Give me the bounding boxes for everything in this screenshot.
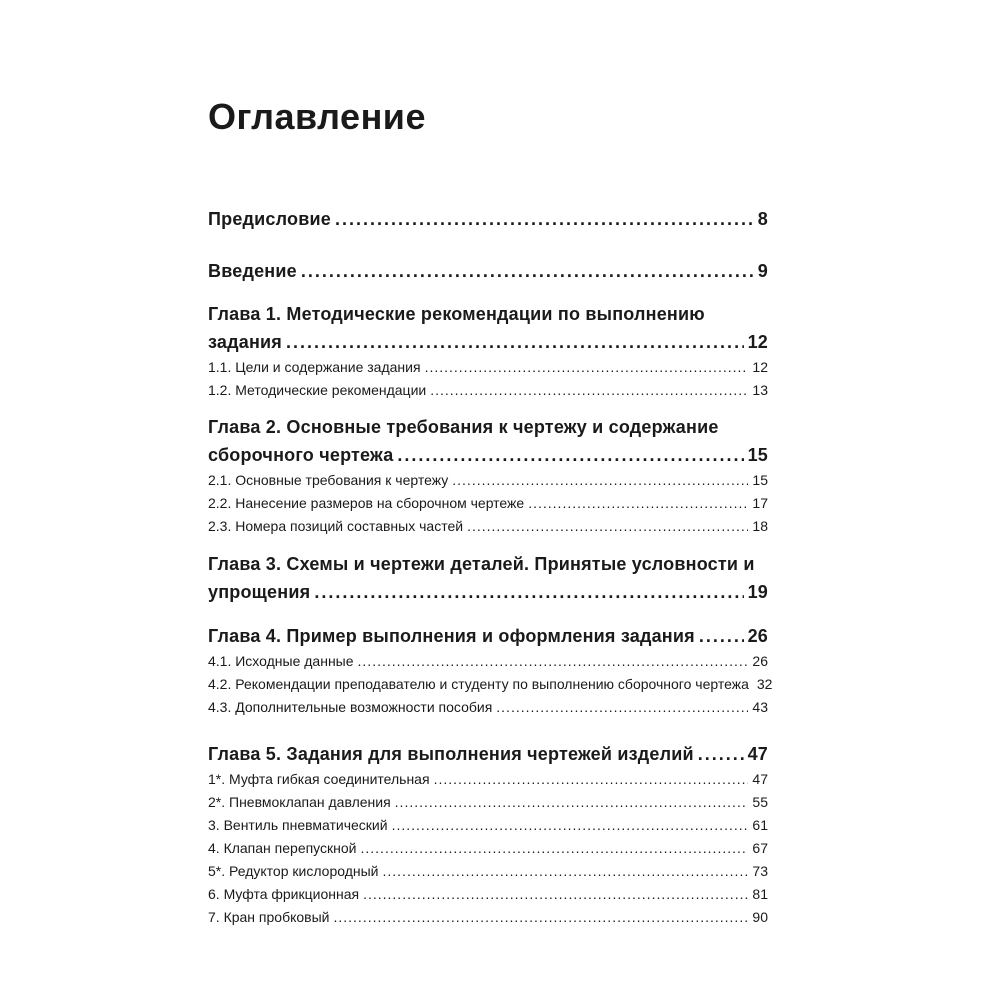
- toc-subitem: [208, 673, 773, 696]
- toc-heading: [208, 622, 768, 650]
- page-number: 18: [752, 518, 768, 534]
- toc-subitem: [208, 356, 768, 379]
- page-number: 43: [752, 699, 768, 715]
- page-number: 9: [757, 261, 768, 281]
- page-number: 17: [752, 495, 768, 511]
- toc-subitem-label: 1.1. Цели и содержание задания: [208, 359, 421, 375]
- toc-subitem-label: 4.2. Рекомендации преподавателю и студенту по выполнению сборочного чертежа: [208, 676, 749, 692]
- toc-entry-chapter-5: [208, 740, 768, 929]
- toc-subitem: [208, 791, 768, 814]
- toc-subitem-label: 2.2. Нанесение размеров на сборочном чертеже: [208, 495, 525, 511]
- toc-subitem-label: 2.1. Основные требования к чертежу: [208, 472, 449, 488]
- toc-subitem: [208, 650, 768, 673]
- dot-leader: [392, 814, 749, 837]
- page-number: 90: [752, 909, 768, 925]
- toc-subitem: [208, 492, 768, 515]
- dot-leader: [430, 379, 748, 402]
- toc-subitem-label: 4.3. Дополнительные возможности пособия: [208, 699, 493, 715]
- toc-subitem-label: 3. Вентиль пневматический: [208, 817, 388, 833]
- toc-subitem-label: 7. Кран пробковый: [208, 909, 330, 925]
- page-number: 26: [747, 626, 768, 646]
- dot-leader: [314, 578, 743, 606]
- toc-heading: [208, 205, 768, 233]
- page-number: 61: [752, 817, 768, 833]
- page-number: 19: [747, 582, 768, 602]
- toc-heading-line-2: [208, 328, 768, 356]
- page-number: 15: [747, 445, 768, 465]
- toc-entry-introduction: [208, 257, 768, 285]
- toc-heading-label: Введение: [208, 261, 297, 281]
- toc-subitem-label: 1.2. Методические рекомендации: [208, 382, 427, 398]
- toc-subitem: [208, 768, 768, 791]
- toc-subitem: [208, 469, 768, 492]
- toc-heading-label: задания: [208, 332, 282, 352]
- dot-leader: [301, 257, 754, 285]
- dot-leader: [496, 696, 748, 719]
- page-number: 81: [752, 886, 768, 902]
- dot-leader: [363, 883, 748, 906]
- toc-heading-label: упрощения: [208, 582, 311, 602]
- page-number: 55: [752, 794, 768, 810]
- toc-subitem: [208, 379, 768, 402]
- page-number: 13: [752, 382, 768, 398]
- toc-subitem-label: 6. Муфта фрикционная: [208, 886, 360, 902]
- dot-leader: [333, 906, 748, 929]
- page-number: 8: [757, 209, 768, 229]
- toc-entry-preface: [208, 205, 768, 233]
- dot-leader: [434, 768, 749, 791]
- toc-heading: [208, 740, 768, 768]
- page-number: 47: [752, 771, 768, 787]
- dot-leader: [395, 791, 749, 814]
- page-number: 67: [752, 840, 768, 856]
- toc-subitem: [208, 696, 768, 719]
- toc-heading-label: Глава 1. Методические рекомендации по выполнению: [208, 304, 705, 324]
- dot-leader: [383, 860, 749, 883]
- toc-heading-label: Глава 5. Задания для выполнения чертежей изделий: [208, 744, 694, 764]
- toc-subitem: [208, 883, 768, 906]
- page-title: Оглавление: [208, 96, 426, 137]
- dot-leader: [361, 837, 749, 860]
- dot-leader: [335, 205, 754, 233]
- dot-leader: [467, 515, 748, 538]
- toc-heading-label: Глава 2. Основные требования к чертежу и содержание: [208, 417, 719, 437]
- toc-page: [208, 96, 773, 929]
- toc-entry-chapter-4: [208, 622, 773, 719]
- toc-subitem-label: 5*. Редуктор кислородный: [208, 863, 379, 879]
- dot-leader: [528, 492, 748, 515]
- toc-heading-label: Глава 3. Схемы и чертежи деталей. Принятые условности и: [208, 554, 755, 574]
- dot-leader: [358, 650, 749, 673]
- toc-heading-line-1: [208, 413, 768, 441]
- toc-heading-label: сборочного чертежа: [208, 445, 394, 465]
- dot-leader: [397, 441, 743, 469]
- dot-leader: [698, 740, 744, 768]
- page-number: 47: [747, 744, 768, 764]
- toc-subitem-label: 1*. Муфта гибкая соединительная: [208, 771, 430, 787]
- toc-entry-chapter-3: [208, 550, 768, 606]
- page-number: 15: [752, 472, 768, 488]
- toc-heading-label: Глава 4. Пример выполнения и оформления задания: [208, 626, 695, 646]
- toc-heading-line-2: [208, 441, 768, 469]
- page-number: 26: [752, 653, 768, 669]
- toc-subitem-label: 2*. Пневмоклапан давления: [208, 794, 391, 810]
- toc-subitem-label: 4.1. Исходные данные: [208, 653, 354, 669]
- toc-subitem: [208, 837, 768, 860]
- page-number: 32: [756, 676, 773, 692]
- toc-heading-line-2: [208, 578, 768, 606]
- toc-heading-line-1: [208, 300, 768, 328]
- page-number: 12: [747, 332, 768, 352]
- toc-subitem: [208, 515, 768, 538]
- toc-heading: [208, 257, 768, 285]
- dot-leader: [425, 356, 749, 379]
- dot-leader: [452, 469, 748, 492]
- toc-subitem-label: 4. Клапан перепускной: [208, 840, 357, 856]
- toc-subitem: [208, 860, 768, 883]
- toc-subitem: [208, 814, 768, 837]
- dot-leader: [699, 622, 744, 650]
- page-number: 12: [752, 359, 768, 375]
- toc-subitem-label: 2.3. Номера позиций составных частей: [208, 518, 464, 534]
- page-number: 73: [752, 863, 768, 879]
- toc-subitem: [208, 906, 768, 929]
- toc-entry-chapter-1: [208, 300, 768, 402]
- toc-heading-label: Предисловие: [208, 209, 331, 229]
- dot-leader: [286, 328, 744, 356]
- toc-entry-chapter-2: [208, 413, 768, 538]
- toc-heading-line-1: [208, 550, 768, 578]
